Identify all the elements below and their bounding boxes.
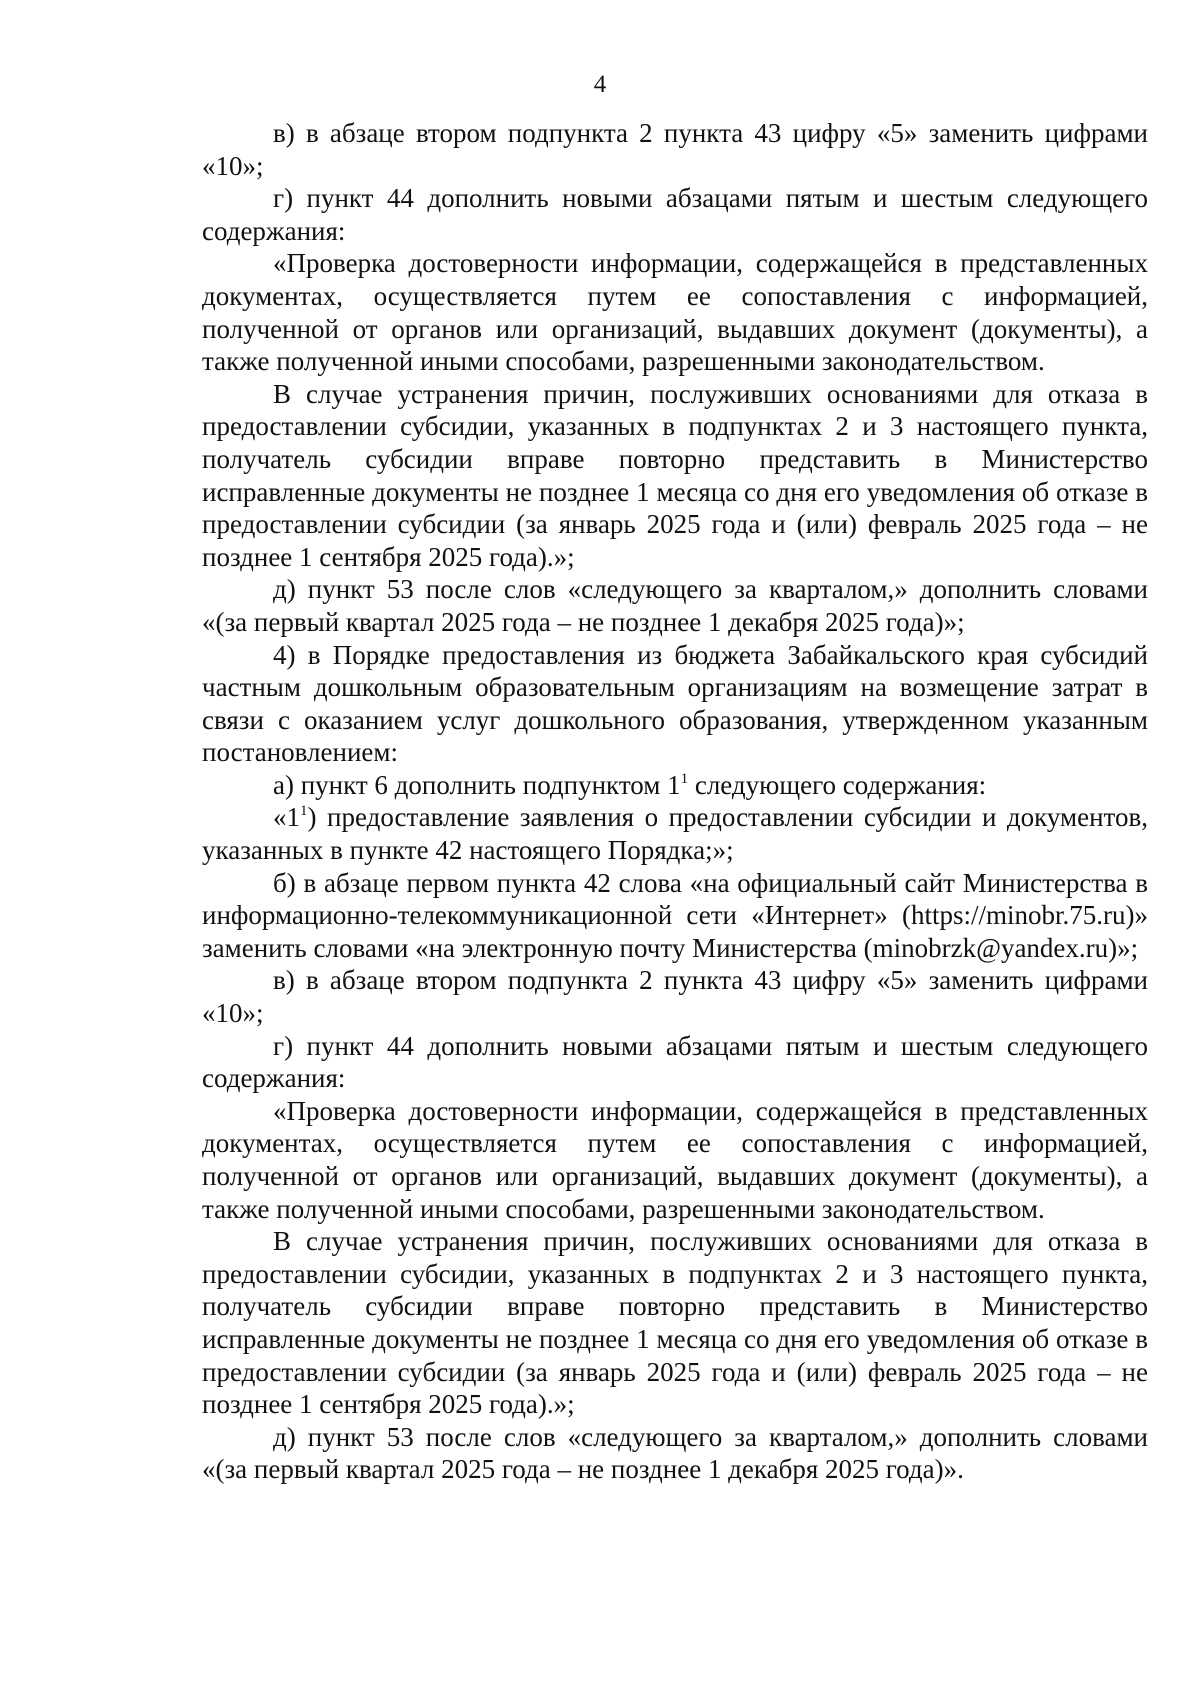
paragraph-resubmission: В случае устранения причин, послуживших основаниями для отказа в предоставлении субсидии, указанных в подпунктах 2 и 3 настоящего пункта, получатель субсидии вправе повторно представить в Министерство исправленные документы не позднее 1 месяца со дня его уведомления об отказе в предоставлении субсидии (за январь 2025 года и (или) февраль 2025 года – не позднее 1 сентября 2025 года).»; [202,378,1148,572]
paragraph-quote-1-1-text: ) предоставление заявления о предоставлении субсидии и документов, указанных в пункте 42 настоящего Порядка;»; [202,802,1148,866]
paragraph-d-53: д) пункт 53 после слов «следующего за кварталом,» дополнить словами «(за первый квартал 2025 года – не позднее 1 декабря 2025 года)». [202,1421,1148,1485]
paragraph-v-43: в) в абзаце втором подпункта 2 пункта 43 цифру «5» заменить цифрами «10»; [202,118,1148,181]
page-number: 4 [593,71,607,98]
paragraph-b-42: б) в абзаце первом пункта 42 слова «на официальный сайт Министерства в информационно-телекоммуникационной сети «Интернет» (https://minobr.75.ru)» заменить словами «на электронную почту Министерства (minobrzk@yandex.ru)»; [202,867,1148,963]
paragraph-quote-1-1-head: «1 [273,802,300,833]
paragraph-g-44: г) пункт 44 дополнить новыми абзацами пятым и шестым следующего содержания: [202,183,1148,246]
paragraph-v-43: в) в абзаце втором подпункта 2 пункта 43 цифру «5» заменить цифрами «10»; [202,965,1148,1029]
document-body [202,117,1148,1486]
paragraph-a-6-text: а) пункт 6 дополнить подпунктом 1 [273,769,681,800]
paragraph-resubmission: В случае устранения причин, послуживших основаниями для отказа в предоставлении субсидии, указанных в подпунктах 2 и 3 настоящего пункта, получатель субсидии вправе повторно представить в Министерство исправленные документы не позднее 1 месяца со дня его уведомления об отказе в предоставлении субсидии (за январь 2025 года и (или) февраль 2025 года – не позднее 1 сентября 2025 года).»; [202,1226,1148,1420]
superscript: 1 [300,803,308,820]
paragraph-item-4-procedure: 4) в Порядке предоставления из бюджета Забайкальского края субсидий частным дошкольным образовательным организациям на возмещение затрат в связи с оказанием услуг дошкольного образования, утвержденном указанным постановлением: [202,639,1148,768]
paragraph-a-6 [202,769,1148,802]
paragraph-g-44: г) пункт 44 дополнить новыми абзацами пятым и шестым следующего содержания: [202,1030,1148,1094]
paragraph-d-53: д) пункт 53 после слов «следующего за кварталом,» дополнить словами «(за первый квартал 2025 года – не позднее 1 декабря 2025 года)»; [202,574,1148,637]
paragraph-quote-1-1 [202,801,1148,866]
paragraph-quote-verification: «Проверка достоверности информации, содержащейся в представленных документах, осуществляется путем ее сопоставления с информацией, полученной от органов или организаций, выдавших документ (документы), а также полученной иными способами, разрешенными законодательством. [202,248,1148,377]
paragraph-a-6-tail: следующего содержания: [688,769,987,800]
paragraph-quote-verification: «Проверка достоверности информации, содержащейся в представленных документах, осуществляется путем ее сопоставления с информацией, полученной от органов или организаций, выдавших документ (документы), а также полученной иными способами, разрешенными законодательством. [202,1095,1148,1224]
superscript: 1 [680,770,689,787]
